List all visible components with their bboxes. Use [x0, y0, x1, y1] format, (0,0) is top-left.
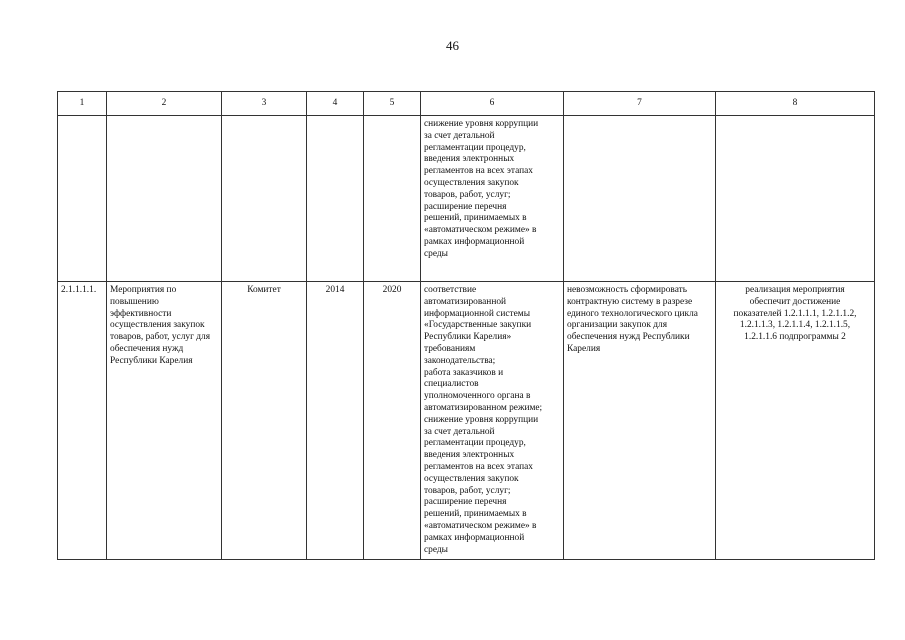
page-number: 46 — [446, 38, 459, 53]
header-cell: 4 — [307, 92, 364, 116]
cell-end-year — [364, 116, 421, 282]
header-cell: 2 — [107, 92, 222, 116]
cell-number — [58, 116, 107, 282]
cell-name: Мероприятия по повышению эффективности осуществления закупок товаров, работ, услуг для обеспечения нужд Республики Карелия — [107, 282, 222, 560]
header-cell: 1 — [58, 92, 107, 116]
cell-consequences: невозможность сформировать контрактную систему в разрезе единого технологического цикла организации закупок для обеспечения нужд Республики Карелия — [564, 282, 716, 560]
header-cell: 6 — [421, 92, 564, 116]
cell-indicators: реализация мероприятия обеспечит достижение показателей 1.2.1.1.1, 1.2.1.1.2, 1.2.1.1.3, 1.2.1.1.4, 1.2.1.1.5, 1.2.1.1.6 подпрограммы 2 — [716, 282, 875, 560]
cell-executor: Комитет — [222, 282, 307, 560]
cell-start-year — [307, 116, 364, 282]
cell-name — [107, 116, 222, 282]
cell-expected-result: соответствие автоматизированной информационной системы «Государственные закупки Республики Карелия» требованиям законодательства; работа заказчиков и специалистов уполномоченного органа в автоматизированном режиме; снижение уровня коррупции за счет детальной регламентации процедур, введения электронных регламентов на всех этапах осуществления закупок товаров, работ, услуг; расширение перечня решений, принимаемых в «автоматическом режиме» в рамках информационной среды — [421, 282, 564, 560]
cell-indicators — [716, 116, 875, 282]
header-cell: 8 — [716, 92, 875, 116]
header-row — [58, 92, 875, 116]
header-cell: 5 — [364, 92, 421, 116]
table-row — [58, 116, 875, 282]
header-cell: 7 — [564, 92, 716, 116]
cell-executor — [222, 116, 307, 282]
cell-start-year: 2014 — [307, 282, 364, 560]
cell-number: 2.1.1.1.1. — [58, 282, 107, 560]
program-table — [57, 91, 875, 560]
cell-consequences — [564, 116, 716, 282]
cell-end-year: 2020 — [364, 282, 421, 560]
header-cell: 3 — [222, 92, 307, 116]
cell-expected-result: снижение уровня коррупции за счет детальной регламентации процедур, введения электронных регламентов на всех этапах осуществления закупок товаров, работ, услуг; расширение перечня решений, принимаемых в «автоматическом режиме» в рамках информационной среды — [421, 116, 564, 282]
table-row — [58, 282, 875, 560]
